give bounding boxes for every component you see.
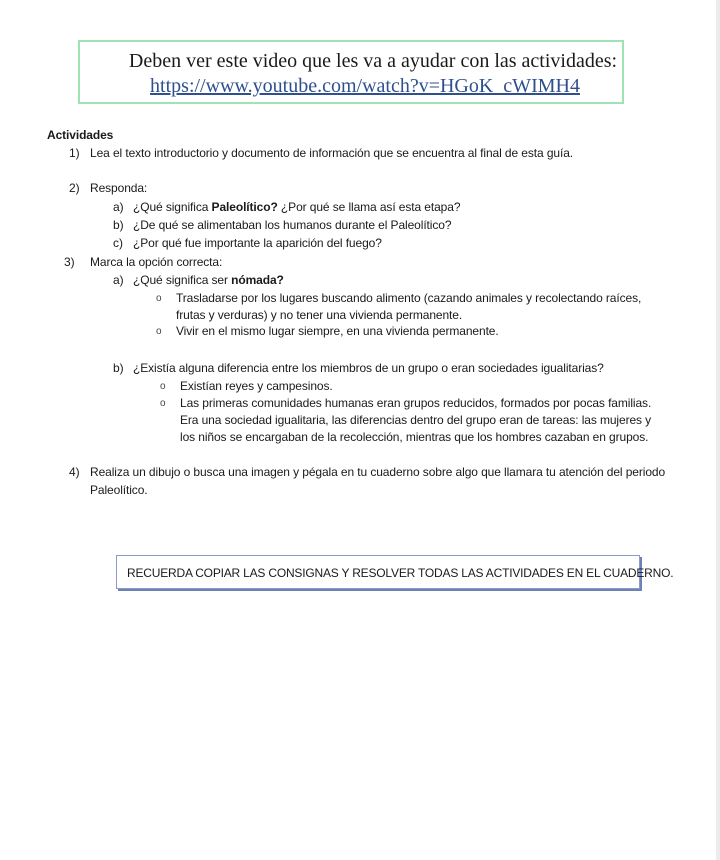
q3-text: Marca la opción correcta:	[90, 255, 223, 269]
q2c-number: c)	[113, 236, 123, 250]
video-link[interactable]: https://www.youtube.com/watch?v=HGoK_cWIMH4	[150, 75, 580, 97]
q4-number: 4)	[69, 465, 80, 479]
q3a-text	[133, 273, 284, 287]
q3-number: 3)	[64, 255, 75, 269]
q3b-text: ¿Existía alguna diferencia entre los miembros de un grupo o eran sociedades igualitarias?	[133, 361, 604, 375]
q3a-option2-line1: Vivir en el mismo lugar siempre, en una vivienda permanente.	[176, 324, 499, 338]
q2b-number: b)	[113, 218, 124, 232]
q2a-post: ¿Por qué se llama así esta etapa?	[277, 200, 461, 214]
q2a-number: a)	[113, 200, 124, 214]
q2-text: Responda:	[90, 181, 148, 195]
video-box	[78, 40, 624, 104]
q3a-option1-line1: Trasladarse por los lugares buscando alimento (cazando animales y recolectando raíces,	[176, 291, 642, 305]
reminder-text: RECUERDA COPIAR LAS CONSIGNAS Y RESOLVER TODAS LAS ACTIVIDADES EN EL CUADERNO.	[127, 566, 674, 580]
q3b-option2-line3: los niños se encargaban de la recolección, mientras que los hombres cazaban en grupos.	[180, 430, 649, 444]
q3b-option1-line1: Existían reyes y campesinos.	[180, 379, 333, 393]
q3a-option1-line2: frutas y verduras) y no tener una vivienda permanente.	[176, 308, 463, 322]
q3b-option1-bullet[interactable]: o	[160, 381, 166, 392]
q3a-bold: nómada?	[231, 273, 284, 287]
video-title: Deben ver este video que les va a ayudar con las actividades:	[128, 50, 618, 72]
q3a-pre: ¿Qué significa ser	[133, 273, 232, 287]
q2a-bold: Paleolítico?	[211, 200, 278, 214]
q3b-number: b)	[113, 361, 124, 375]
reminder-box	[116, 555, 674, 589]
q2c-text: ¿Por qué fue importante la aparición del fuego?	[133, 236, 382, 250]
page-edge	[716, 0, 720, 860]
q2a-text	[133, 200, 460, 214]
q4-line2: Paleolítico.	[90, 483, 148, 497]
q2-number: 2)	[69, 181, 80, 195]
q3b-option2-line2: Era una sociedad igualitaria, las diferencias dentro del grupo eran de tareas: las mujeres y	[180, 413, 652, 427]
q3b-option2-line1: Las primeras comunidades humanas eran grupos reducidos, formados por pocas familias.	[180, 396, 652, 410]
q3b-option2-bullet[interactable]: o	[160, 398, 166, 409]
q1-number: 1)	[69, 146, 80, 160]
q3a-option2-bullet[interactable]: o	[156, 326, 162, 337]
q1-text: Lea el texto introductorio y documento de información que se encuentra al final de esta guía.	[90, 146, 574, 160]
q3a-option1-bullet[interactable]: o	[156, 293, 162, 304]
q2b-text: ¿De qué se alimentaban los humanos durante el Paleolítico?	[133, 218, 452, 232]
q4-line1: Realiza un dibujo o busca una imagen y pégala en tu cuaderno sobre algo que llamara tu atención del periodo	[90, 465, 666, 479]
q3a-number: a)	[113, 273, 124, 287]
q2a-pre: ¿Qué significa	[133, 200, 212, 214]
section-title: Actividades	[47, 128, 114, 142]
